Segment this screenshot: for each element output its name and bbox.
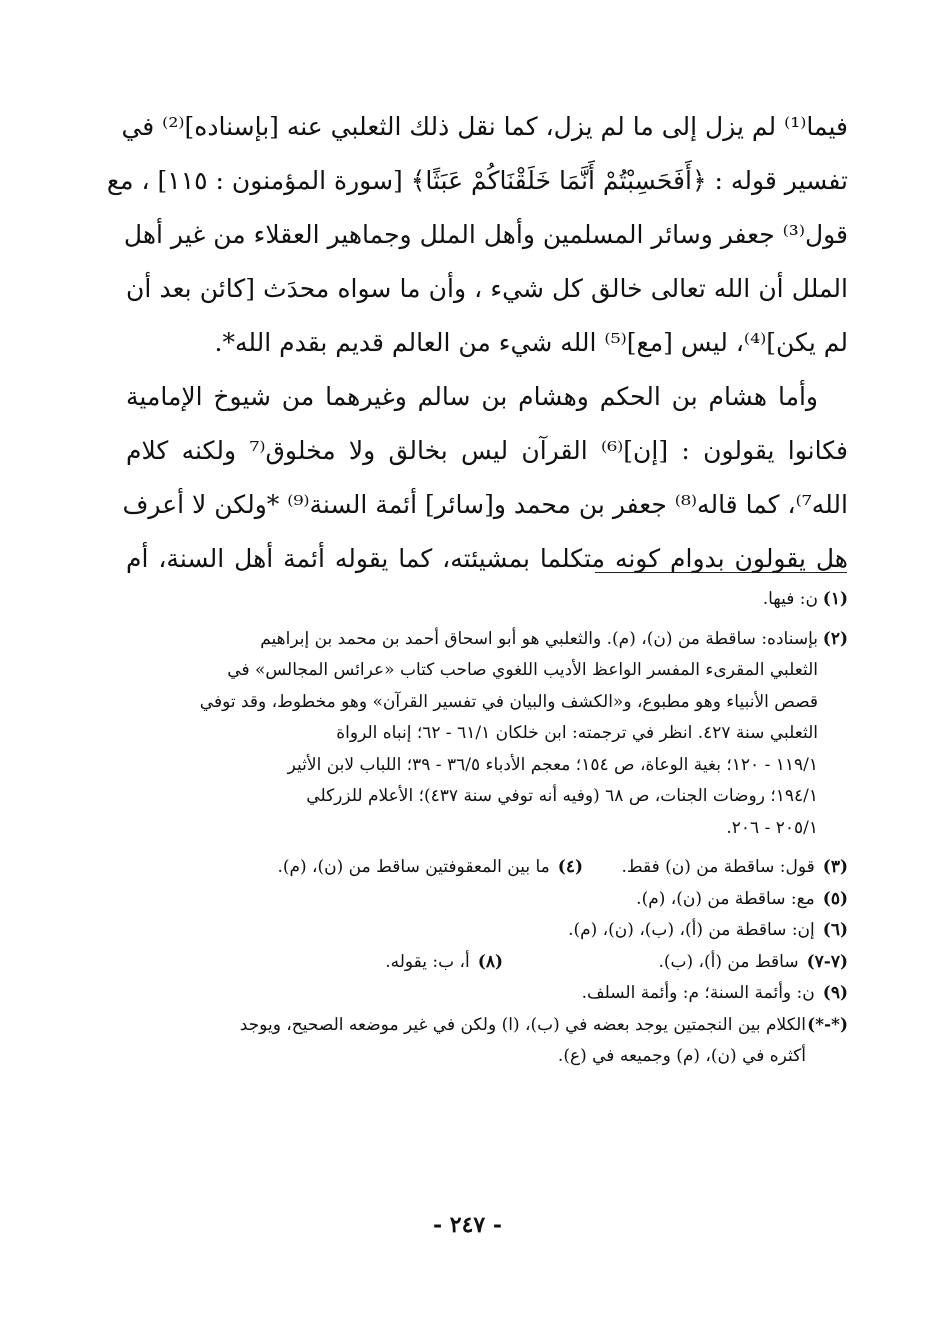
footnotes-block — [140, 584, 848, 1073]
footnote-text-line: الثعلبي المقرىء المفسر الواعظ الأديب اللغوي صاحب كتاب «عرائس المجالس» في — [227, 660, 818, 680]
footnote-text: ما بين المعقوفتين ساقط من (ن)، (م). — [277, 857, 550, 877]
footnote-9 — [140, 978, 848, 1010]
main-text-line: لم يكن]⁽⁴⁾، ليس [مع]⁽⁵⁾ الله شيء من العالم قديم بقدم الله*. — [214, 328, 848, 357]
footnote-number: (٥) — [822, 888, 848, 909]
footnote-5 — [140, 884, 848, 916]
footnote-2 — [140, 624, 848, 845]
main-text-line: الملل أن الله تعالى خالق كل شيء ، وأن ما سواه محدَث [كائن بعد أن — [126, 274, 848, 303]
main-text-line: فيما⁽¹⁾ لم يزل إلى ما لم يزل، كما نقل ذلك الثعلبي عنه [بإسناده]⁽²⁾ في — [121, 112, 848, 141]
footnote-1 — [140, 584, 848, 616]
main-text-line: وأما هشام بن الحكم وهشام بن سالم وغيرهما من شيوخ الإمامية — [126, 382, 818, 411]
footnote-number: (٧-٧) — [806, 951, 848, 972]
footnote-number: (٩) — [822, 983, 848, 1003]
footnote-separator — [595, 572, 847, 573]
footnote-8 — [385, 947, 503, 979]
footnote-text: مع: ساقطة من (ن)، (م). — [636, 888, 815, 909]
footnote-number: (٦) — [822, 920, 848, 940]
footnote-3 — [621, 852, 848, 884]
main-text-line: قول⁽³⁾ جعفر وسائر المسلمين وأهل الملل وجماهير العقلاء من غير أهل — [123, 220, 848, 249]
footnote-text: قول: ساقطة من (ن) فقط. — [621, 857, 815, 877]
footnote-number: (*-*) — [807, 1014, 848, 1035]
main-text-line: فكانوا يقولون : [إن]⁽⁶⁾ القرآن ليس بخالق ولا مخلوق⁽⁷ ولكنه كلام — [126, 436, 849, 465]
footnote-text-line: بإسناده: ساقطة من (ن)، (م). والثعلبي هو أبو اسحاق أحمد بن محمد بن إبراهيم — [260, 628, 818, 649]
footnote-text: ن: وأئمة السنة؛ م: وأئمة السلف. — [581, 983, 815, 1003]
footnote-number: (٢) — [822, 628, 848, 649]
footnote-row-7-8 — [140, 947, 848, 979]
footnote-row-3-4 — [140, 852, 848, 884]
main-text-line: تفسير قوله : ﴿أَفَحَسِبْتُمْ أَنَّمَا خَلَقْنَاكُمْ عَبَثًا﴾ [سورة المؤمنون : ١١٥] ، مع — [106, 166, 848, 195]
footnote-text-line: الثعلبي سنة ٤٢٧. انظر في ترجمته: ابن خلكان ٦١/١ - ٦٢؛ إنباه الرواة — [336, 723, 818, 743]
footnote-number: (٤) — [557, 857, 583, 877]
footnote-star — [140, 1010, 848, 1073]
footnote-text: ن: فيها. — [762, 589, 818, 609]
footnote-4 — [277, 852, 583, 884]
main-text-block — [106, 100, 849, 586]
footnote-number: (٣) — [822, 857, 848, 877]
footnote-text-line: ٢٠٥/١ - ٢٠٦. — [726, 817, 818, 838]
footnote-6 — [140, 915, 848, 947]
footnote-text: ساقط من (أ)، (ب). — [658, 951, 799, 972]
footnote-text-line: ١١٩/١ - ١٢٠؛ بغية الوعاة، ص ١٥٤؛ معجم الأدباء ٣٦/٥ - ٣٩؛ اللباب لابن الأثير — [287, 754, 818, 775]
footnote-text-line: ١٩٤/١؛ روضات الجنات، ص ٦٨ (وفيه أنه توفي سنة ٤٣٧)؛ الأعلام للزركلي — [306, 786, 818, 806]
main-text-line: هل يقولون بدوام كونه متكلما بمشيئته، كما يقوله أئمة أهل السنة، أم — [126, 544, 848, 573]
footnote-text-line: أكثره في (ن)، (م) وجميعه في (ع). — [557, 1046, 806, 1066]
footnote-number: (٨) — [477, 951, 503, 972]
footnote-7 — [658, 947, 848, 979]
footnote-text: إن: ساقطة من (أ)، (ب)، (ن)، (م). — [568, 920, 815, 940]
footnote-number: (١) — [822, 589, 848, 609]
footnote-text-line: قصص الأنبياء وهو مطبوع، و«الكشف والبيان في تفسير القرآن» وهو مخطوط، وقد توفي — [199, 691, 818, 712]
page-number: - ٢٤٧ - — [432, 1212, 503, 1238]
footnote-text-line: الكلام بين النجمتين يوجد بعضه في (ب)، (ا) ولكن في غير موضعه الصحيح، ويوجد — [239, 1014, 806, 1035]
main-text-line: الله⁷⁾، كما قاله⁽⁸⁾ جعفر بن محمد و[سائر] أئمة السنة⁽⁹⁾ *ولكن لا أعرف — [122, 490, 848, 519]
footnote-text: أ، ب: يقوله. — [385, 951, 470, 972]
